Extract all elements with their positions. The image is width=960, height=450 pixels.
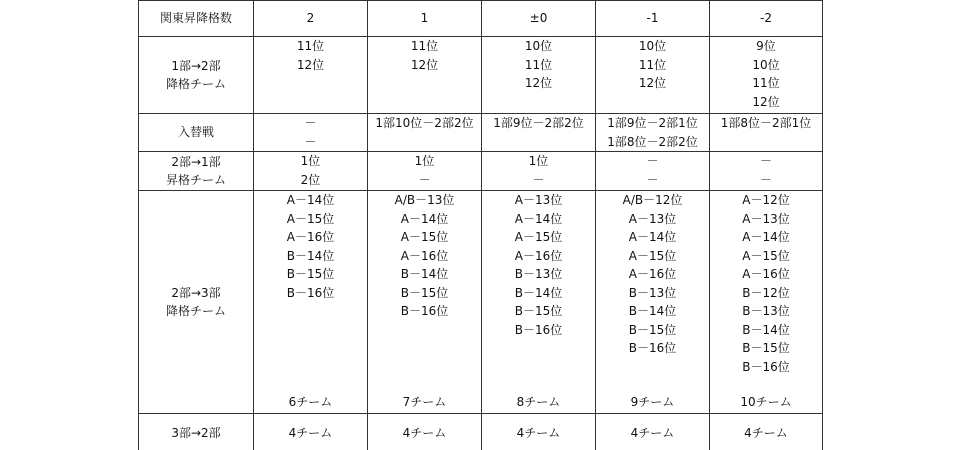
header-value: ±0 (529, 11, 548, 26)
cell-line: － (759, 154, 772, 168)
cell-line: B－12位 (742, 285, 790, 300)
row-label-line: 1部→2部 (171, 58, 221, 73)
cell-line: A－15位 (514, 230, 563, 244)
cell-line: － (646, 172, 659, 187)
cell-line: B－16位 (628, 341, 677, 355)
cell-line: B－14位 (628, 304, 677, 318)
playoff-row (139, 114, 823, 152)
cell-line: A/B－13位 (394, 193, 455, 207)
cell-line: 11位 (638, 57, 667, 72)
cell-line: 12位 (638, 76, 667, 90)
cell-line: B－14位 (400, 267, 449, 281)
data-cell (254, 191, 368, 414)
cell-line: B－14位 (286, 248, 335, 263)
header-row (139, 1, 823, 37)
data-cell (482, 37, 596, 114)
cell-line: B－15位 (628, 322, 677, 337)
data-cell (368, 414, 482, 450)
data-cell (596, 152, 710, 191)
cell-line: 10位 (524, 39, 553, 53)
data-cell (254, 37, 368, 114)
cell-line: 11位 (752, 76, 780, 90)
team-count: 10チーム (740, 394, 792, 409)
cell-line: B－13位 (742, 304, 790, 318)
data-cell (368, 152, 482, 191)
row-label-cell (139, 152, 254, 191)
cell-line: 11位 (410, 39, 439, 53)
data-cell (482, 414, 596, 450)
cell-line: B－15位 (400, 285, 449, 300)
cell-line: A－13位 (514, 193, 563, 207)
header-label-cell (139, 1, 254, 37)
team-count: 7チーム (402, 394, 447, 409)
cell-line: A－16位 (514, 248, 563, 263)
header-label: 関東昇降格数 (159, 11, 232, 26)
cell-line: 9位 (756, 39, 776, 53)
cell-line: 4チーム (402, 425, 447, 440)
header-cell (482, 1, 596, 37)
row-label-cell (139, 414, 254, 450)
cell-line: A－16位 (628, 267, 677, 281)
team-count: 9チーム (630, 394, 675, 409)
data-cell (482, 152, 596, 191)
promotion-2to1-row (139, 152, 823, 191)
cell-line: 4チーム (744, 425, 788, 440)
data-cell (254, 114, 368, 152)
cell-line: A－14位 (628, 230, 677, 244)
cell-line: B－15位 (286, 267, 335, 281)
cell-line: 12位 (296, 57, 325, 72)
cell-line: 4チーム (288, 425, 333, 440)
row-label-cell (139, 191, 254, 414)
cell-line: － (304, 116, 317, 130)
cell-line: A－16位 (400, 248, 449, 263)
cell-line: 1部10位－2部2位 (375, 116, 474, 130)
cell-line: 1位 (414, 154, 435, 168)
cell-line: － (759, 172, 772, 187)
cell-line: A/B－12位 (622, 193, 683, 207)
header-value: 1 (420, 11, 429, 26)
header-cell (254, 1, 368, 37)
data-cell (254, 152, 368, 191)
cell-line: B－16位 (286, 285, 335, 300)
cell-line: 4チーム (630, 425, 675, 440)
row-label-cell (139, 114, 254, 152)
promotion-relegation-table (138, 0, 823, 450)
relegation-1to2-row (139, 37, 823, 114)
data-cell (482, 191, 596, 414)
cell-line: － (418, 172, 431, 187)
cell-line: A－14位 (286, 193, 335, 207)
relegation-2to3-row (139, 191, 823, 414)
cell-line: A－15位 (286, 211, 335, 226)
cell-line: 12位 (524, 76, 553, 90)
cell-line: B－15位 (742, 341, 790, 355)
cell-line: B－13位 (628, 285, 677, 300)
cell-line: B－13位 (514, 267, 563, 281)
row-label-line: 昇格チーム (165, 173, 226, 187)
header-value: -1 (646, 11, 659, 26)
cell-line: 1位 (528, 154, 549, 168)
cell-line: A－16位 (742, 267, 790, 281)
cell-line: B－14位 (514, 285, 563, 300)
data-cell (596, 37, 710, 114)
row-label-line: 入替戦 (177, 125, 214, 140)
cell-line: A－13位 (628, 211, 677, 226)
cell-line: A－15位 (742, 248, 790, 263)
cell-line: A－14位 (400, 211, 449, 226)
cell-line: A－16位 (286, 230, 335, 244)
data-cell (710, 414, 823, 450)
cell-line: A－15位 (628, 248, 677, 263)
row-label-line: 3部→2部 (171, 425, 221, 440)
data-cell (368, 37, 482, 114)
data-cell (368, 114, 482, 152)
cell-line: 1部8位－2部2位 (607, 134, 698, 149)
data-cell (596, 191, 710, 414)
cell-line: B－16位 (514, 322, 563, 337)
header-cell (596, 1, 710, 37)
cell-line: 12位 (410, 57, 439, 72)
cell-line: A－14位 (514, 211, 563, 226)
cell-line: 1部9位－2部1位 (607, 116, 698, 130)
header-cell (710, 1, 823, 37)
cell-line: 1位 (300, 154, 321, 168)
cell-line: 1部9位－2部2位 (493, 116, 584, 130)
data-cell (710, 37, 823, 114)
cell-line: A－12位 (742, 193, 790, 207)
cell-line: B－15位 (514, 304, 563, 318)
data-cell (710, 152, 823, 191)
data-cell (254, 414, 368, 450)
cell-line: 10位 (638, 39, 667, 53)
cell-line: － (532, 172, 545, 187)
header-value: 2 (306, 11, 315, 26)
data-cell (710, 114, 823, 152)
cell-line: 11位 (524, 57, 553, 72)
cell-line: A－13位 (742, 211, 790, 226)
cell-line: － (304, 134, 317, 149)
cell-line: － (646, 154, 659, 168)
promotion-3to2-row (139, 414, 823, 450)
cell-line: B－16位 (742, 359, 790, 374)
row-label-cell (139, 37, 254, 114)
data-cell (710, 191, 823, 414)
data-cell (482, 114, 596, 152)
row-label-line: 降格チーム (165, 77, 226, 91)
header-value: -2 (760, 11, 772, 26)
cell-line: A－15位 (400, 230, 449, 244)
cell-line: 12位 (752, 94, 780, 109)
cell-line: 11位 (296, 39, 325, 53)
cell-line: 1部8位－2部1位 (720, 116, 812, 130)
row-label-line: 2部→3部 (171, 285, 221, 300)
row-label-line: 2部→1部 (171, 154, 221, 169)
cell-line: A－14位 (742, 230, 790, 244)
cell-line: 4チーム (516, 425, 561, 440)
data-cell (368, 191, 482, 414)
team-count: 8チーム (516, 394, 561, 409)
team-count: 6チーム (288, 394, 333, 409)
data-cell (596, 414, 710, 450)
row-label-line: 降格チーム (165, 304, 226, 318)
cell-line: 10位 (752, 57, 780, 72)
cell-line: B－14位 (742, 322, 790, 337)
cell-line: 2位 (300, 172, 321, 187)
cell-line: B－16位 (400, 304, 449, 318)
header-cell (368, 1, 482, 37)
data-cell (596, 114, 710, 152)
